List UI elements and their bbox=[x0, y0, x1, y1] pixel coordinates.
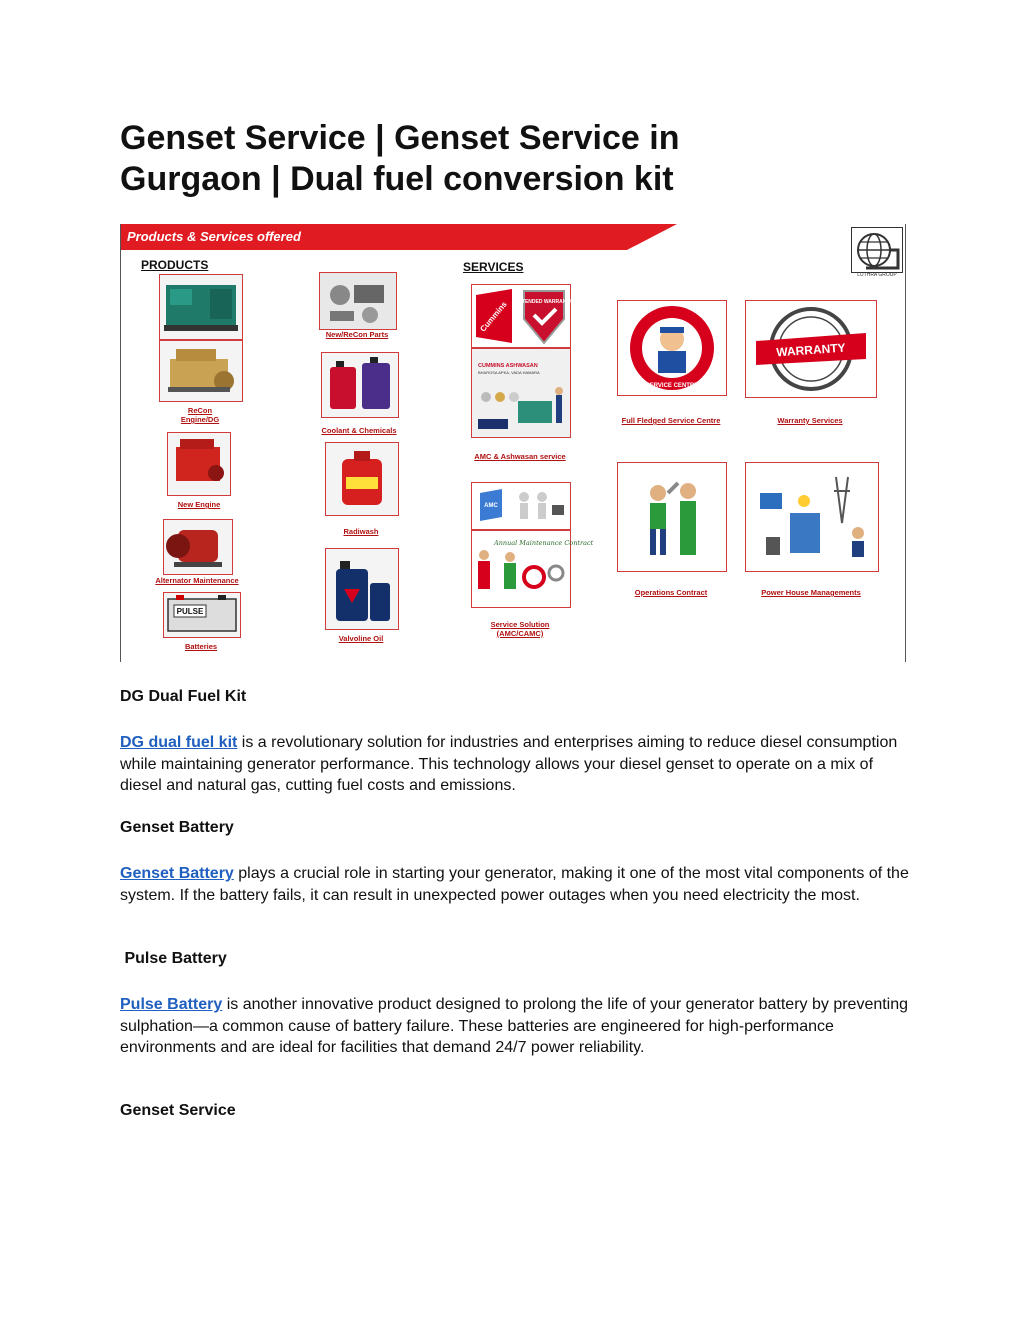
section-heading-dual-fuel: DG Dual Fuel Kit bbox=[120, 688, 247, 705]
product-caption: Valvoline Oil bbox=[338, 634, 384, 643]
alternator-image bbox=[163, 519, 233, 575]
warranty-image bbox=[745, 300, 877, 398]
coolant-image bbox=[321, 352, 399, 418]
service-caption: Service Solution (AMC/CAMC) bbox=[490, 620, 550, 638]
recon-engine-image bbox=[159, 340, 243, 402]
cummins-extended-warranty-image bbox=[471, 284, 571, 348]
service-centre-label: SERVICE CENTRE bbox=[645, 383, 699, 389]
parts-image bbox=[319, 272, 397, 330]
extended-warranty-label: EXTENDED WARRANTY bbox=[515, 299, 573, 305]
amc-label: AMC bbox=[484, 503, 498, 509]
section-heading-genset-battery: Genset Battery bbox=[120, 819, 234, 836]
pulse-battery-image bbox=[163, 592, 241, 638]
product-caption: New Engine bbox=[177, 500, 221, 509]
new-engine-image bbox=[167, 432, 231, 496]
globe-logo-icon bbox=[852, 228, 902, 272]
product-caption: ReCon Engine/DG bbox=[180, 406, 220, 424]
genset-battery-link[interactable]: Genset Battery bbox=[120, 865, 234, 882]
paragraph-genset-battery bbox=[120, 863, 910, 906]
product-caption: New/ReCon Parts bbox=[325, 330, 389, 339]
cummins-label: Cummins bbox=[478, 299, 509, 334]
annual-maintenance-contract-image bbox=[471, 530, 594, 608]
section-heading-genset-service: Genset Service bbox=[120, 1102, 236, 1119]
dual-fuel-kit-link[interactable]: DG dual fuel kit bbox=[120, 734, 238, 751]
section-heading-pulse-battery: Pulse Battery bbox=[120, 950, 227, 967]
service-caption: AMC & Ashwasan service bbox=[474, 452, 566, 461]
product-caption: Radiwash bbox=[343, 527, 379, 536]
service-caption: Full Fledged Service Centre bbox=[621, 416, 721, 425]
products-heading: PRODUCTS bbox=[141, 258, 209, 272]
operations-contract-image bbox=[617, 462, 727, 572]
paragraph-text: is a revolutionary solution for industries and enterprises aiming to reduce diesel consumption while maintaining generator performance. This technology allows your diesel genset to operate on a mix of diesel and natural gas, cutting fuel costs and emissions. bbox=[120, 734, 898, 794]
page-title: Genset Service | Genset Service in Gurgaon | Dual fuel conversion kit bbox=[120, 119, 680, 198]
cummins-ashwasan-label: CUMMINS ASHWASAN bbox=[478, 363, 538, 369]
product-caption: Batteries bbox=[184, 642, 218, 651]
paragraph-pulse-battery bbox=[120, 994, 910, 1059]
service-centre-image bbox=[617, 300, 727, 396]
pulse-battery-link[interactable]: Pulse Battery bbox=[120, 996, 223, 1013]
valvoline-oil-image bbox=[325, 548, 399, 630]
power-house-image bbox=[745, 462, 879, 572]
product-caption: Alternator Maintenance bbox=[155, 576, 239, 585]
service-caption: Operations Contract bbox=[634, 588, 708, 597]
ashwasan-tagline: BHAROSA APKA, VADA HAMARA bbox=[478, 370, 540, 375]
paragraph-text: plays a crucial role in starting your generator, making it one of the most vital components of the system. If the battery fails, it can result in unexpected power outages when you need electricity the most. bbox=[120, 865, 909, 904]
generator-image bbox=[159, 274, 243, 340]
product-caption: Coolant & Chemicals bbox=[321, 426, 397, 435]
cummins-ashwasan-image bbox=[471, 348, 571, 438]
paragraph-dual-fuel bbox=[120, 732, 910, 797]
warranty-label: WARRANTY bbox=[775, 340, 846, 360]
annual-maintenance-label: Annual Maintenance Contract bbox=[494, 539, 594, 547]
luthra-group-logo bbox=[851, 227, 903, 273]
pulse-label: PULSE bbox=[176, 607, 204, 616]
products-services-figure bbox=[120, 224, 906, 662]
radiwash-image bbox=[325, 442, 399, 516]
banner-title: Products & Services offered bbox=[127, 229, 301, 244]
service-caption: Power House Managements bbox=[761, 588, 861, 597]
logo-caption: LUTHRA GROUP bbox=[857, 272, 897, 278]
paragraph-text: is another innovative product designed to prolong the life of your generator battery by preventing sulphation—a common cause of battery failure. These batteries are engineered for high-performance environments and are ideal for facilities that demand 24/7 power reliability. bbox=[120, 996, 909, 1056]
service-caption: Warranty Services bbox=[777, 416, 843, 425]
amc-people-image bbox=[471, 482, 571, 530]
services-heading: SERVICES bbox=[463, 260, 524, 274]
